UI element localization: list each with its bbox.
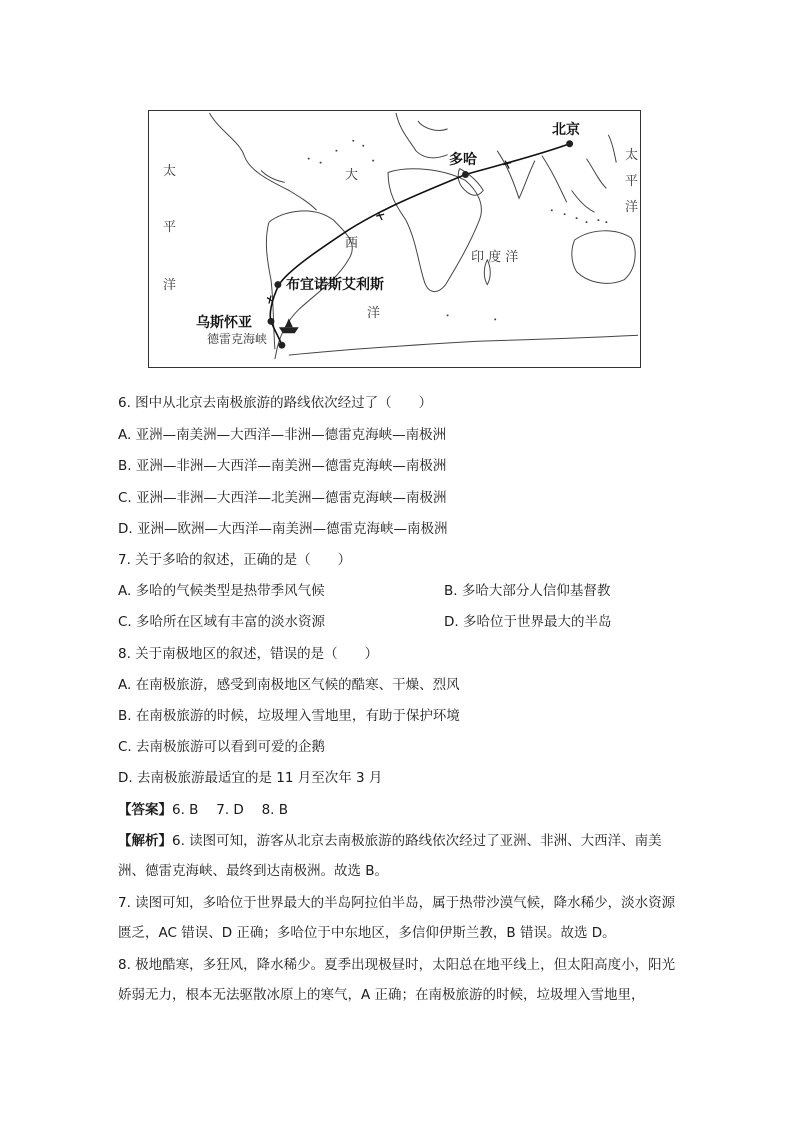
- q7-option-c: C. 多哈所在区域有丰富的淡水资源: [118, 614, 326, 630]
- q6-option-d: D. 亚洲—欧洲—大西洋—南美洲—德雷克海峡—南极洲: [118, 521, 448, 537]
- pacific-west-char-3: 洋: [163, 278, 177, 293]
- q8-option-d: D. 去南极旅游最适宜的是 11 月至次年 3 月: [118, 770, 383, 786]
- ushuaia-dot: [267, 318, 274, 325]
- analysis-6: [118, 826, 678, 886]
- pacific-east-char-1: 太: [625, 148, 639, 163]
- doha-label: 多哈: [449, 152, 477, 168]
- q8-option-a: A. 在南极旅游，感受到南极地区气候的酷寒、干燥、烈风: [118, 677, 460, 693]
- analysis-tag: 【解析】: [118, 833, 172, 849]
- route-map: [148, 110, 641, 368]
- ship-icon: [279, 318, 299, 333]
- buenos-aires-label: 布宜诺斯艾利斯: [286, 277, 384, 293]
- q7-stem: 7. 关于多哈的叙述，正确的是（ ）: [118, 552, 352, 568]
- answer-text: 6. B 7. D 8. B: [172, 802, 289, 818]
- pacific-west-char-2: 平: [163, 220, 177, 235]
- answer-tag: 【答案】: [118, 802, 172, 818]
- q6-option-b: B. 亚洲—非洲—大西洋—南美洲—德雷克海峡—南极洲: [118, 458, 447, 474]
- q7-option-a: A. 多哈的气候类型是热带季风气候: [118, 583, 325, 599]
- analysis-6-text: 6. 读图可知，游客从北京去南极旅游的路线依次经过了亚洲、非洲、大西洋、南美洲、德雷克海峡、最终到达南极洲。故选 B。: [118, 833, 662, 879]
- drake-passage-label: 德雷克海峡: [207, 332, 268, 346]
- pacific-east-char-2: 平: [625, 174, 639, 189]
- q8-option-c: C. 去南极旅游可以看到可爱的企鹅: [118, 739, 326, 755]
- q8-stem: 8. 关于南极地区的叙述，错误的是（ ）: [118, 646, 379, 662]
- pacific-east-char-3: 洋: [625, 200, 639, 215]
- q7-option-d: D. 多哈位于世界最大的半岛: [444, 614, 612, 630]
- indian-ocean-label: 印 度 洋: [471, 250, 519, 265]
- q6-option-c: C. 亚洲—非洲—大西洋—北美洲—德雷克海峡—南极洲: [118, 490, 447, 506]
- q6-stem: 6. 图中从北京去南极旅游的路线依次经过了（ ）: [118, 395, 433, 411]
- beijing-dot: [566, 140, 573, 147]
- antarctica-dot: [278, 342, 285, 349]
- answer-line: [118, 801, 288, 819]
- q8-option-b: B. 在南极旅游的时候，垃圾埋入雪地里，有助于保护环境: [118, 708, 460, 724]
- analysis-8: 8. 极地酷寒，多狂风，降水稀少。夏季出现极昼时，太阳总在地平线上，但太阳高度小，阳光娇弱无力，根本无法驱散冰原上的寒气，A 正确；在南极旅游的时候，垃圾埋入雪地里，: [118, 957, 676, 1003]
- doha-dot: [462, 171, 469, 178]
- buenos-aires-dot: [274, 281, 281, 288]
- pacific-west-char-1: 太: [163, 164, 177, 179]
- beijing-label: 北京: [552, 122, 580, 138]
- atlantic-char-1: 大: [345, 168, 359, 183]
- ushuaia-label: 乌斯怀亚: [196, 315, 252, 331]
- q6-option-a: A. 亚洲—南美洲—大西洋—非洲—德雷克海峡—南极洲: [118, 427, 447, 443]
- travel-route: [270, 144, 569, 345]
- atlantic-char-3: 洋: [367, 306, 381, 321]
- analysis-7: 7. 读图可知，多哈位于世界最大的半岛阿拉伯半岛，属于热带沙漠气候，降水稀少，淡水资源匮乏，AC 错误、D 正确；多哈位于中东地区，多信仰伊斯兰教，B 错误。故选 D。: [118, 895, 676, 941]
- atlantic-char-2: 西: [345, 236, 359, 251]
- q7-option-b: B. 多哈大部分人信仰基督教: [444, 583, 611, 599]
